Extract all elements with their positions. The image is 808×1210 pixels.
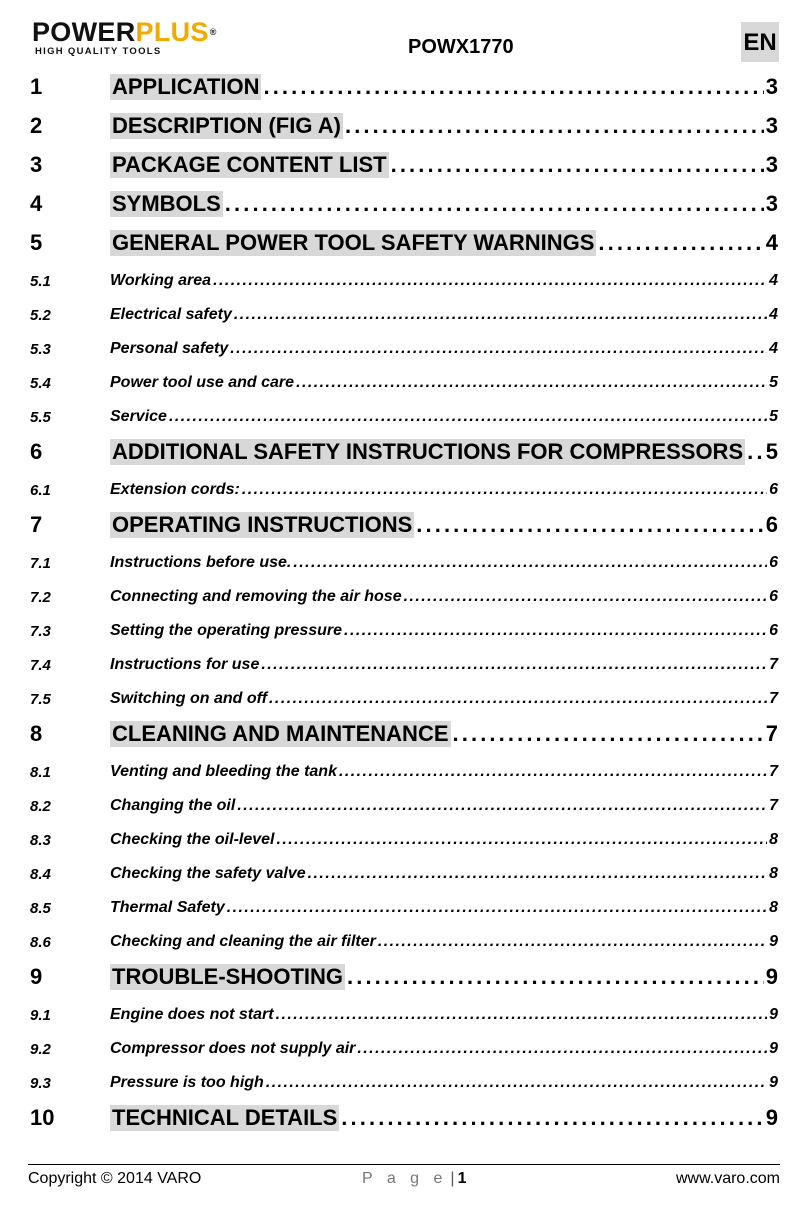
toc-dot-leader	[296, 374, 767, 392]
model-number: POWX1770	[408, 36, 514, 58]
toc-dot-leader	[225, 191, 764, 217]
website-link[interactable]: www.varo.com	[675, 1170, 780, 1187]
toc-entry[interactable]	[30, 1070, 778, 1092]
toc-entry-page: 4	[769, 306, 778, 323]
toc-entry-title: CLEANING AND MAINTENANCE	[112, 721, 449, 746]
toc-entry-number: 8	[30, 721, 43, 746]
toc-entry[interactable]	[30, 370, 778, 392]
toc-entry[interactable]	[30, 759, 778, 781]
toc-entry-title: Switching on and off	[110, 690, 268, 707]
logo-wordmark: POWERPLUS®	[32, 17, 217, 47]
toc-entry-title: Checking and cleaning the air filter	[110, 933, 376, 950]
copyright-text: Copyright © 2014 VARO	[28, 1170, 202, 1187]
toc-entry[interactable]	[30, 1036, 778, 1058]
toc-entry-number: 5.3	[30, 341, 51, 358]
toc-entry-number: 9.1	[30, 1007, 51, 1024]
toc-entry[interactable]	[30, 72, 778, 100]
toc-entry-number: 8.3	[30, 832, 51, 849]
toc-entry-number: 8.1	[30, 764, 51, 781]
toc-entry-page: 7	[769, 797, 778, 814]
page-number: 1	[457, 1170, 467, 1187]
toc-entry-number: 10	[30, 1105, 55, 1130]
toc-entry-number: 5.5	[30, 409, 51, 426]
toc-entry[interactable]	[30, 929, 778, 951]
powerplus-logo	[32, 18, 262, 58]
toc-entry[interactable]	[30, 686, 778, 708]
toc-dot-leader	[404, 588, 768, 606]
toc-entry-page: 5	[765, 439, 778, 464]
toc-entry-title: GENERAL POWER TOOL SAFETY WARNINGS	[112, 230, 595, 255]
toc-dot-leader	[347, 964, 764, 990]
page-header	[0, 0, 808, 70]
toc-entry-number: 5.1	[30, 273, 51, 290]
toc-entry-number: 9	[30, 964, 43, 989]
toc-entry-page: 6	[765, 512, 778, 537]
toc-entry-title: ADDITIONAL SAFETY INSTRUCTIONS FOR COMPRESSORS	[112, 439, 744, 464]
toc-entry[interactable]	[30, 719, 778, 747]
toc-entry[interactable]	[30, 510, 778, 538]
toc-dot-leader	[242, 481, 767, 499]
toc-dot-leader	[269, 690, 767, 708]
toc-entry-number: 7.3	[30, 623, 51, 640]
toc-entry-page: 4	[765, 230, 778, 255]
toc-dot-leader	[339, 763, 767, 781]
toc-entry-page: 7	[769, 763, 778, 780]
toc-entry[interactable]	[30, 793, 778, 815]
toc-entry-title: PACKAGE CONTENT LIST	[112, 152, 387, 177]
toc-entry-page: 3	[765, 74, 778, 99]
toc-entry-page: 7	[769, 690, 778, 707]
toc-entry[interactable]	[30, 584, 778, 606]
toc-dot-leader	[598, 230, 763, 256]
toc-dot-leader	[308, 865, 767, 883]
toc-entry[interactable]	[30, 111, 778, 139]
toc-dot-leader	[266, 1074, 767, 1092]
toc-entry-number: 4	[30, 191, 43, 216]
toc-dot-leader	[416, 512, 763, 538]
toc-entry-number: 9.2	[30, 1041, 51, 1058]
toc-entry-number: 5.2	[30, 307, 51, 324]
toc-entry-page: 4	[769, 340, 778, 357]
toc-entry-page: 8	[769, 865, 778, 882]
toc-entry[interactable]	[30, 189, 778, 217]
toc-entry[interactable]	[30, 962, 778, 990]
toc-entry-title: DESCRIPTION (FIG A)	[112, 113, 341, 138]
toc-entry-title: Power tool use and care	[110, 374, 295, 391]
toc-entry-number: 8.5	[30, 900, 51, 917]
toc-entry[interactable]	[30, 861, 778, 883]
page-indicator: P a g e | 1	[362, 1170, 467, 1187]
toc-entry-title: Pressure is too high	[110, 1074, 264, 1091]
toc-dot-leader	[293, 554, 767, 572]
toc-entry-title: TECHNICAL DETAILS	[112, 1105, 338, 1130]
toc-entry[interactable]	[30, 336, 778, 358]
toc-entry[interactable]	[30, 437, 778, 465]
toc-entry[interactable]	[30, 652, 778, 674]
toc-dot-leader	[213, 272, 767, 290]
toc-entry-page: 6	[769, 622, 778, 639]
page-label: P a g e	[362, 1170, 448, 1187]
toc-entry-number: 9.3	[30, 1075, 51, 1092]
toc-dot-leader	[230, 340, 767, 358]
toc-entry[interactable]	[30, 550, 778, 572]
toc-dot-leader	[263, 74, 763, 100]
toc-entry-number: 1	[30, 74, 43, 99]
toc-entry-page: 9	[769, 1074, 778, 1091]
toc-entry-page: 7	[765, 721, 778, 746]
toc-entry-title: TROUBLE-SHOOTING	[112, 964, 343, 989]
toc-entry-title: Setting the operating pressure	[110, 622, 343, 639]
toc-entry[interactable]	[30, 228, 778, 256]
toc-entry-title: Compressor does not supply air	[110, 1040, 356, 1057]
toc-entry-page: 6	[769, 588, 778, 605]
toc-dot-leader	[261, 656, 767, 674]
toc-dot-leader	[227, 899, 767, 917]
toc-entry-number: 7	[30, 512, 43, 537]
toc-entry-number: 7.4	[30, 657, 51, 674]
toc-entry-page: 3	[765, 152, 778, 177]
toc-dot-leader	[341, 1105, 763, 1131]
toc-entry-number: 8.4	[30, 866, 51, 883]
toc-entry-title: Extension cords:	[110, 481, 240, 498]
footer-divider	[28, 1164, 780, 1165]
toc-entry-title: Connecting and removing the air hose	[110, 588, 402, 605]
toc-entry-page: 5	[769, 374, 778, 391]
toc-dot-leader	[276, 1006, 768, 1024]
toc-entry-title: Working area	[110, 272, 212, 289]
toc-entry-page: 3	[765, 191, 778, 216]
toc-entry-page: 8	[769, 899, 778, 916]
logo-tagline: HIGH QUALITY TOOLS	[35, 46, 162, 57]
toc-entry-title: Engine does not start	[110, 1006, 274, 1023]
toc-entry-title: Venting and bleeding the tank	[110, 763, 337, 780]
toc-entry[interactable]	[30, 477, 778, 499]
toc-entry-title: OPERATING INSTRUCTIONS	[112, 512, 413, 537]
toc-entry-title: SYMBOLS	[112, 191, 221, 216]
toc-entry[interactable]	[30, 1103, 778, 1131]
toc-entry-page: 8	[769, 831, 778, 848]
toc-entry-number: 7.5	[30, 691, 51, 708]
toc-entry[interactable]	[30, 827, 778, 849]
toc-entry-number: 6	[30, 439, 43, 464]
toc-entry[interactable]	[30, 268, 778, 290]
toc-entry-page: 6	[769, 481, 778, 498]
toc-entry-title: Service	[110, 408, 167, 425]
toc-entry-page: 5	[769, 408, 778, 425]
toc-entry-title: Checking the safety valve	[110, 865, 306, 882]
toc-entry-title: Changing the oil	[110, 797, 236, 814]
toc-entry-title: Checking the oil-level	[110, 831, 275, 848]
toc-entry-number: 8.2	[30, 798, 51, 815]
toc-entry-number: 5.4	[30, 375, 51, 392]
toc-entry-number: 8.6	[30, 934, 51, 951]
toc-entry-number: 3	[30, 152, 43, 177]
toc-entry[interactable]	[30, 618, 778, 640]
toc-entry-number: 7.2	[30, 589, 51, 606]
toc-entry-title: Personal safety	[110, 340, 229, 357]
toc-dot-leader	[345, 113, 764, 139]
toc-entry-number: 6.1	[30, 482, 51, 499]
toc-entry-page: 4	[769, 272, 778, 289]
toc-dot-leader	[344, 622, 767, 640]
toc-entry[interactable]	[30, 404, 778, 426]
toc-dot-leader	[453, 721, 764, 747]
toc-entry-number: 2	[30, 113, 43, 138]
toc-entry-number: 5	[30, 230, 43, 255]
toc-entry-page: 3	[765, 113, 778, 138]
toc-entry-title: APPLICATION	[112, 74, 260, 99]
toc-entry-title: Instructions before use.	[110, 554, 292, 571]
toc-dot-leader	[357, 1040, 767, 1058]
toc-entry-page: 9	[765, 964, 778, 989]
page-footer	[28, 1170, 780, 1192]
toc-dot-leader	[169, 408, 767, 426]
toc-dot-leader	[276, 831, 767, 849]
toc-dot-leader	[378, 933, 767, 951]
toc-entry-title: Instructions for use	[110, 656, 260, 673]
toc-entry[interactable]	[30, 150, 778, 178]
toc-entry-page: 9	[769, 933, 778, 950]
toc-entry-page: 7	[769, 656, 778, 673]
toc-dot-leader	[747, 439, 764, 465]
toc-entry-page: 9	[769, 1040, 778, 1057]
toc-dot-leader	[234, 306, 767, 324]
toc-entry[interactable]	[30, 1002, 778, 1024]
toc-entry-title: Electrical safety	[110, 306, 232, 323]
toc-entry[interactable]	[30, 895, 778, 917]
toc-dot-leader	[391, 152, 764, 178]
toc-entry-page: 6	[769, 554, 778, 571]
toc-entry[interactable]	[30, 302, 778, 324]
toc-entry-title: Thermal Safety	[110, 899, 225, 916]
toc-entry-number: 7.1	[30, 555, 51, 572]
toc-entry-page: 9	[769, 1006, 778, 1023]
language-badge: EN	[741, 22, 779, 62]
toc-entry-page: 9	[765, 1105, 778, 1130]
toc-dot-leader	[237, 797, 767, 815]
